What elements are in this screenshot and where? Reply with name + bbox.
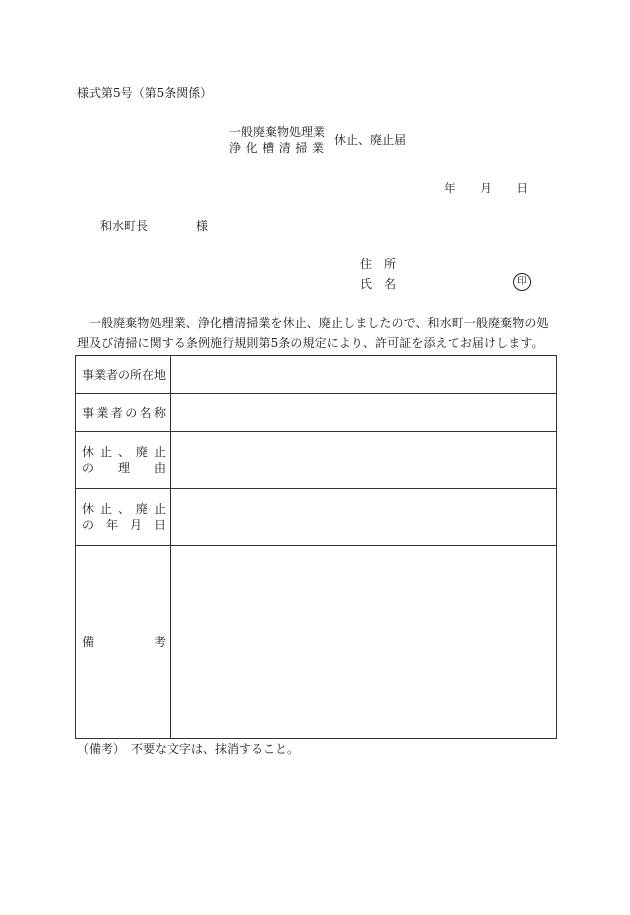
date-year: 年 <box>444 181 456 195</box>
label-business-name: 事業者の名称 <box>82 405 166 420</box>
label-remarks: 備考 <box>82 635 166 649</box>
row-label-cell <box>76 356 171 394</box>
label-reason-line1: 休止、廃止 <box>82 445 166 459</box>
business-name-field[interactable] <box>171 394 557 432</box>
title-suffix: 休止、廃止届 <box>334 133 407 147</box>
row-label-cell <box>76 394 171 432</box>
date-month: 月 <box>480 181 492 195</box>
table-row <box>76 356 557 394</box>
address-label: 住所 <box>360 257 396 271</box>
body-text-content: 一般廃棄物処理業、浄化槽清掃業を休止、廃止しましたので、和水町一般廃棄物の処理及び清掃に関する条例施行規則第5条の規定により、許可証を添えてお届けします。 <box>77 316 549 350</box>
body-text <box>77 313 555 353</box>
label-date-line1: 休止、廃止 <box>82 502 166 516</box>
remarks-field[interactable] <box>171 546 557 739</box>
footnote: （備考） 不要な文字は、抹消すること。 <box>77 742 300 756</box>
table-row <box>76 394 557 432</box>
addressee-honorific: 様 <box>196 219 209 233</box>
date-day: 日 <box>516 181 528 195</box>
table-row <box>76 546 557 739</box>
title-line-septic: 浄化槽清掃業 <box>229 141 324 155</box>
title-line-waste: 一般廃棄物処理業 <box>229 125 326 139</box>
row-label-cell <box>76 432 171 489</box>
row-label-cell <box>76 546 171 739</box>
table-row <box>76 432 557 489</box>
row-label-cell <box>76 489 171 546</box>
suspension-date-field[interactable] <box>171 489 557 546</box>
form-number: 様式第5号（第5条関係） <box>77 86 213 100</box>
date-line <box>444 180 528 196</box>
title-business-types <box>229 124 324 156</box>
addressee-name: 和水町長 <box>100 219 149 233</box>
label-reason-line2: の理由 <box>82 461 166 475</box>
form-table <box>75 355 557 739</box>
name-label: 氏名 <box>360 277 396 291</box>
label-date-line2: の年月日 <box>82 518 166 532</box>
form-title <box>229 124 406 156</box>
label-business-location: 事業者の所在地 <box>82 367 167 382</box>
seal-mark: 印 <box>513 273 531 291</box>
table-row <box>76 489 557 546</box>
business-location-field[interactable] <box>171 356 557 394</box>
reason-field[interactable] <box>171 432 557 489</box>
